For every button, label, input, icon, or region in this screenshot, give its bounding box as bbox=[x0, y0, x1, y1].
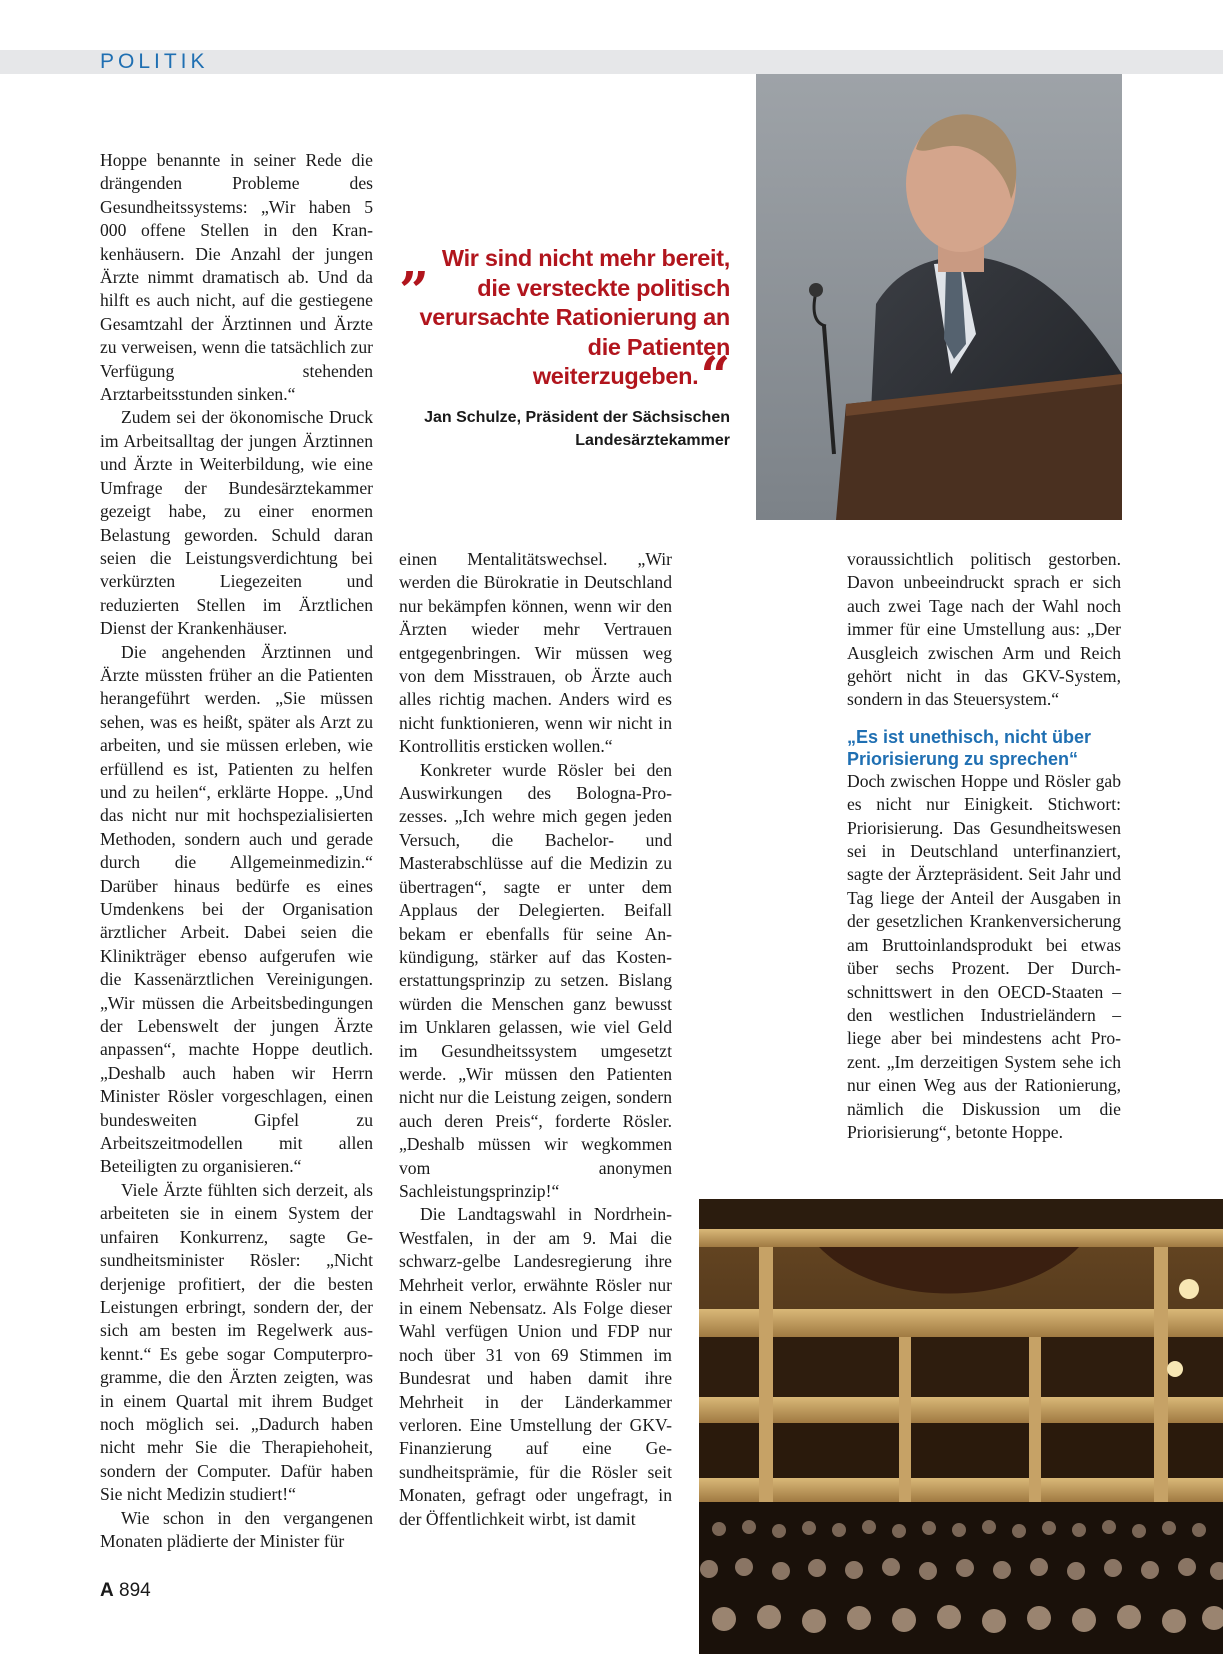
section-header-bar bbox=[0, 50, 1223, 74]
pull-quote bbox=[400, 231, 730, 452]
article-column-2 bbox=[399, 548, 672, 1531]
paragraph: voraussichtlich politisch gestorben. Davon unbeeindruckt sprach er sich auch zwei Tage nach der Wahl noch immer für eine Umstellung aus: „Der Ausgleich zwischen Arm und Reich gehört nicht in das GKV-System, sondern in das Steuersystem.“ bbox=[847, 549, 1121, 710]
paragraph: einen Mentalitätswechsel. „Wir werden die Bürokratie in Deutschland nur bekämpfen können, wenn wir den Ärzten wieder mehr Vertrauen entgegenbringen. Wir müssen weg von dem Misstrauen, ob Ärzte auch alles richtig machen. Anders wird es nicht funktionieren, wenn wir nicht in Kontrollitis ersticken wollen.“ bbox=[399, 549, 672, 757]
page-prefix: A bbox=[100, 1580, 114, 1601]
article-column-1 bbox=[100, 149, 373, 1553]
page-number bbox=[100, 1580, 151, 1602]
auditorium-photo bbox=[699, 1199, 1223, 1654]
quote-open-icon: „ bbox=[400, 231, 430, 292]
paragraph: Die angehenden Ärztinnen und Ärzte müssten früher an die Patienten herangeführt werden. „Sie müssen sehen, was es heißt, später als Arzt zu arbeiten, und sie müssen erleben, wie erfüllend es ist, Patienten zu helfen und zu heilen“, erklärte Hoppe. „Und das nicht nur mit hochspezialisierten Methoden, sondern auch und gerade durch die Allgemeinmedizin.“ Darüber hinaus bedürfe es eines Umdenkens bei der Organisation ärztlicher Arbeit. Dabei seien die Klinikträger ebenso aufgerufen wie die Kassenärztlichen Vereinigungen. „Wir müssen die Arbeitsbedingungen der Lebenswelt der jungen Ärzte anpassen“, machte Hoppe deutlich. „Deshalb auch haben wir Herrn Minister Rösler vorgeschlagen, einen bundesweiten Gipfel zu Arbeitszeitmodellen mit allen Beteiligten zu organisieren.“ bbox=[100, 641, 373, 1177]
pull-quote-attribution: Jan Schulze, Präsident der Sächsischen Landesärztekammer bbox=[424, 408, 730, 449]
article-column-3 bbox=[847, 548, 1121, 1144]
paragraph: Konkreter wurde Rösler bei den Auswirkungen des Bologna-Prozesses. „Ich wehre mich gegen jeden Versuch, die Bachelor- und Masterabschlüsse auf die Medizin zu übertragen“, sagte er unter dem Applaus der Delegierten. Beifall bekam er ebenfalls für seine Ankündigung, stärker auf das Kostenerstattungsprinzip zu setzen. Bislang würden die Menschen ganz bewusst im Unklaren gelassen, wie viel Geld im Gesundheitssystem umgesetzt werde. „Wir müssen den Patienten nicht nur die Leistung zeigen, sondern auch deren Preis“, forderte Rösler. „Deshalb müssen wir wegkommen vom anonymen Sachleistungsprinzip!“ bbox=[399, 759, 672, 1201]
page-number-value: 894 bbox=[119, 1580, 151, 1601]
paragraph: Zudem sei der ökonomische Druck im Arbeitsalltag der jungen Ärztinnen und Ärzte in Weiterbildung, wie eine Umfrage der Bundesärztekammer gezeigt habe, zu einer enormen Belastung geworden. Schuld daran seien die Leistungsverdichtung bei verkürzten Liegezeiten und reduzierten Stellen im Ärztlichen Dienst der Krankenhäuser. bbox=[100, 407, 373, 639]
speaker-photo bbox=[756, 74, 1122, 520]
pull-quote-text: Wir sind nicht mehr bereit, die versteckte politisch verursachte Rationierung an die Patienten weiterzugeben. bbox=[419, 245, 730, 389]
paragraph: Viele Ärzte fühlten sich derzeit, als arbeiteten sie in einem System der unfairen Konkurrenz, sagte Gesundheitsminister Rösler: „Nicht derjenige profitiert, der die besten Leistungen erbringt, sondern der, der sich am besten im Regelwerk auskennt.“ Es gebe sogar Computerprogramme, die den Ärzten zeigten, was in einem Quartal mit ihrem Budget noch möglich sei. „Dadurch haben nicht mehr Sie die Therapiehoheit, sondern der Computer. Dafür haben Sie nicht Medizin studiert!“ bbox=[100, 1179, 373, 1505]
subheading: „Es ist unethisch, nicht über Priorisierung zu sprechen“ bbox=[847, 726, 1092, 769]
paragraph: Doch zwischen Hoppe und Rösler gab es nicht nur Einigkeit. Stichwort: Priorisierung. Das Gesundheitswesen sei in Deutschland unterfinanziert, sagte der Ärztepräsident. Seit Jahr und Tag liege der Anteil der Ausgaben in der gesetzlichen Krankenversicherung am Bruttoinlandsprodukt bei etwas über sechs Prozent. Der Durchschnittswert in den OECD-Staaten – den westlichen Industrieländern – liege aber bei mindestens acht Prozent. „Im derzeitigen System sehe ich nur einen Weg aus der Rationierung, nämlich die Diskussion um die Priorisierung“, betonte Hoppe. bbox=[847, 770, 1121, 1142]
section-label: POLITIK bbox=[100, 50, 209, 73]
quote-close-icon: “ bbox=[700, 346, 730, 407]
paragraph: Die Landtagswahl in Nordrhein-Westfalen, in der am 9. Mai die schwarz-gelbe Landesregierung ihre Mehrheit verlor, erwähnte Rösler nur in einem Nebensatz. Als Folge dieser Wahl verfügen Union und FDP nur noch über 31 von 69 Stimmen im Bundesrat und haben damit ihre Mehrheit in der Länderkammer verloren. Eine Umstellung der GKV-Finanzierung auf eine Gesundheitsprämie, für die Rösler seit Monaten, gefragt oder ungefragt, in der Öffentlichkeit wirbt, ist damit bbox=[399, 1204, 672, 1529]
paragraph: Hoppe benannte in seiner Rede die drängenden Probleme des Gesundheitssystems: „Wir haben 5 000 offene Stellen in den Krankenhäusern. Die Anzahl der jungen Ärzte nimmt dramatisch ab. Und da hilft es auch nicht, auf die gestiegene Gesamtzahl der Ärztinnen und Ärzte zu verweisen, wenn die tatsächlich zur Verfügung stehenden Arztarbeitsstunden sinken.“ bbox=[100, 150, 373, 405]
paragraph: Wie schon in den vergangenen Monaten plädierte der Minister für bbox=[100, 1507, 373, 1551]
